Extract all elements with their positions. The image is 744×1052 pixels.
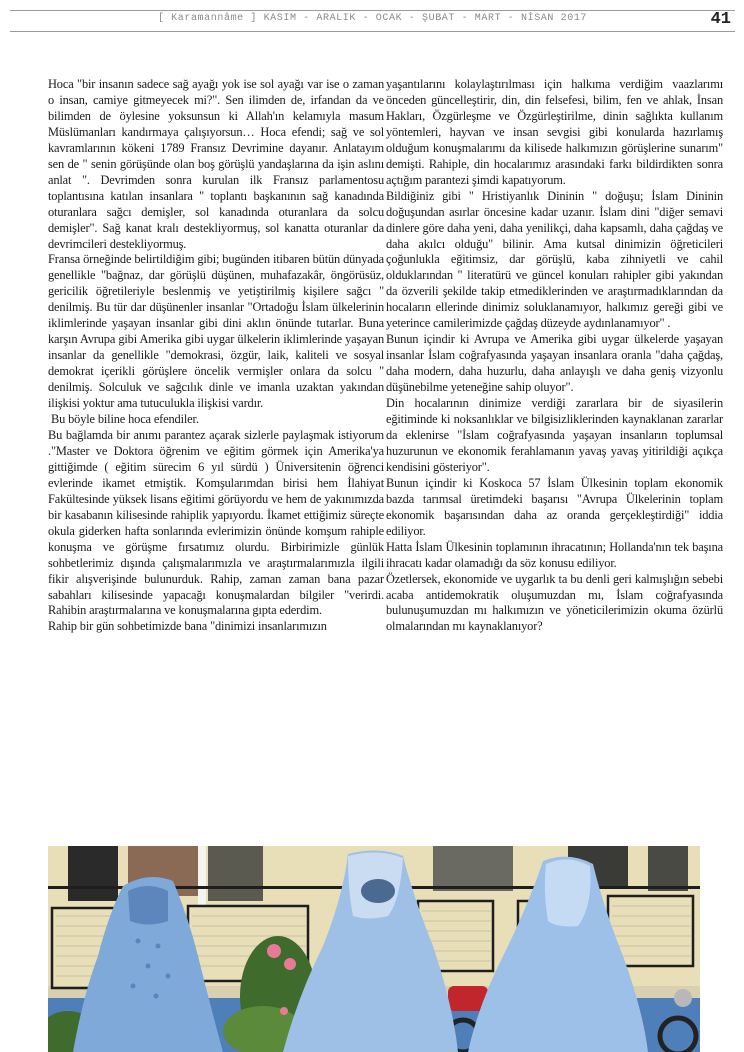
paragraph: yaşantılarını kolaylaştırılması için halkıma verdiğim vaazlarımı önceden güncelleştirir, din, din felsefesi, bilim, fen ve ahlak, İnsan Hakları, Özgürleşme ve Özgürleştirilme, dinin sağlıkta kullanım yöntemleri, hayvan ve insan sevgisi gibi konularda hazırlamış olduğum konuşmalarımı da kilisede halkımızın görüşlerine sunarım" demişti. Rahiple, din hocalarımız arasındaki farkı bildirdikten sonra açtığım parantezi şimdi kapatıyorum. — [386, 77, 723, 187]
paragraph: Bu böyle biline hoca efendiler. — [51, 412, 199, 427]
magazine-issue-title: [ Karamannâme ] KASIM - ARALIK - OCAK - ŞUBAT - MART - NİSAN 2017 — [157, 13, 588, 24]
paragraph: Rahip bir gün sohbetimizde bana "dinimizi insanlarımızın — [48, 619, 327, 634]
running-header — [10, 10, 735, 32]
paragraph: Hoca "bir insanın sadece sağ ayağı yok ise sol ayağı var ise o zaman o insan, camiye gitmeyecek mi?". Sen ilimden de, irfandan da ve bilimden de öylesine yoksunsun ki Allah'ın kelamıyla masum Müslümanları kandırmaya çalışıyorsun… Hoca efendi; sağ ve sol kavramlarının kökeni 1789 Fransız Devrimine dayanır. Anlatayım sen de " senin görüşünde olan boş görüşlü yandaşlarına da işin aslını anlat ". Devrimden sonra kurulan ilk Fransız parlamentosu toplantısına katılan insanlara " toplantı başkanının sağ kanadında oturanlara sağcı demişler, sol kanadında oturanlara da solcu demişler". Sağ kanat kralı destekliyormuş, sol kanatta oturanlar da devrimcileri destekliyormuş. — [48, 77, 384, 251]
paragraph: Özetlersek, ekonomide ve uygarlık ta bu denli geri kalmışlığın sebebi acaba antidemokratik oluşumuzdan mı, İslam coğrafyasında bulunuşumuzdan mı halkımızın ve yöneticilerimizin okuma özürlü olmalarından mı kaynaklanıyor? — [386, 571, 723, 634]
burqa-women-photo-illustration — [48, 846, 700, 1052]
article-right-column — [386, 77, 723, 635]
paragraph: Fransa örneğinde belirtildiğim gibi; bugünden itibaren bütün dünyada genellikle "bağnaz, dar görüşlü düşünen, muhafazakâr, öngörüsüz, gericilik öğretileriyle beslenmiş ve yetiştirilmiş kişilere sağcı " denilmiş. Bu tür dar düşünenler insanlar "Ortadoğu İslam ülkelerinin iklimlerinde yaşayan insanlar gibi dini aklın önünde tutarlar. Buna karşın Avrupa gibi Amerika gibi uygar ülkelerin iklimlerinde yaşayan insanlar da genellikle "demokrasi, özgür, laik, kaliteli ve sosyal demokrat içerikli görüşlere öncelik vermişler onlara da solcu " denilmiş. Solculuk ve sağcılık dinle ve imanla uzaktan yakından ilişkisi yoktur ama tutuculukla ilişkisi vardır. — [48, 252, 384, 411]
article-left-column — [48, 77, 384, 635]
paragraph: Din hocalarının dinimize verdiği zararlara bir de siyasilerin eğitiminde ki noksanlıklar ve bilgisizliklerinden kaynaklanan zararlar da eklenirse "İslam coğrafyasında yaşayan insanların toplumsal huzurunun ve ekonomik ferahlamanın yavaş yavaş yitirildiği açıkça kendisini gösteriyor". — [386, 396, 723, 474]
paragraph: Bunun içindir ki Koskoca 57 İslam Ülkesinin toplam ekonomik bazda tarımsal üretimdeki başarısı "Avrupa Ülkelerinin toplam ekonomik başarısından daha az oranda gerçekleştirdiği" iddia ediliyor. — [386, 475, 723, 538]
paragraph: Bildiğiniz gibi " Hristiyanlık Dininin " doğuşu; İslam Dininin doğuşundan asırlar öncesine kadar uzanır. İslam dini "diğer semavi dinlere göre daha yeni, daha yenilikçi, daha kapsamlı, daha çağdaş ve daha akılcı olduğu" bilinir. Ama kutsal dinimizin öğreticileri çoğunlukla eğitimsiz, dar görüşlü, kaba zihniyetli ve cahil olduklarından " literatürü ve güncel konuları rahipler gibi yakından da özverili şekilde takip etmediklerinden ve araştırmadıklarından da hocaların ellerinde dinimiz soluklanamıyor, halkımız gereği gibi ve yeterince camilerimizde çağdaş düzeyde aydınlanamıyor" . — [386, 188, 723, 331]
article-photo — [48, 846, 700, 1052]
paragraph: Bu bağlamda bir anımı parantez açarak sizlerle paylaşmak istiyorum ."Master ve Doktora öğrenim ve eğitim görmek için Amerika'ya gittiğimde ( eğitim sürecim 6 yıl sürdü ) Üniversitenin öğrenci evlerinde ikamet etmiştik. Komşularımdan birisi hem İlahiyat Fakültesinde yüksek lisans eğitimi görüyordu ve hem de yakınımızda bir kasabanın kilisesinde rahiplik yapıyordu. İkamet ettiğimiz süreçte okula giderken hafta sonlarında evlerimizin önünde komşum rahiple konuşma ve görüşme fırsatımız olurdu. Birbirimizle günlük sohbetlerimiz dışında çalışmalarımızla ve araştırmalarımızla ilgili fikir alışverişinde bulunurduk. Rahip, zaman zaman bana pazar sabahları kilisesinde yapacağı konuşmalardan bilgiler "verirdi. Rahibin araştırmalarına ve konuşmalarına gıpta ederdim. — [48, 427, 384, 618]
page-number: 41 — [710, 10, 731, 29]
paragraph: Hatta İslam Ülkesinin toplamının ihracatının; Hollanda'nın tek başına ihracatı kadar olamadığı da söz konusu ediliyor. — [386, 539, 723, 570]
paragraph: Bunun içindir ki Avrupa ve Amerika gibi uygar ülkelerde yaşayan insanlar İslam coğrafyasında yaşayan insanlara oranla "daha çağdaş, daha modern, daha huzurlu, daha anlayışlı ve daha geniş vizyonlu düşünebilme yeteneğine sahip oluyor". — [386, 332, 723, 395]
